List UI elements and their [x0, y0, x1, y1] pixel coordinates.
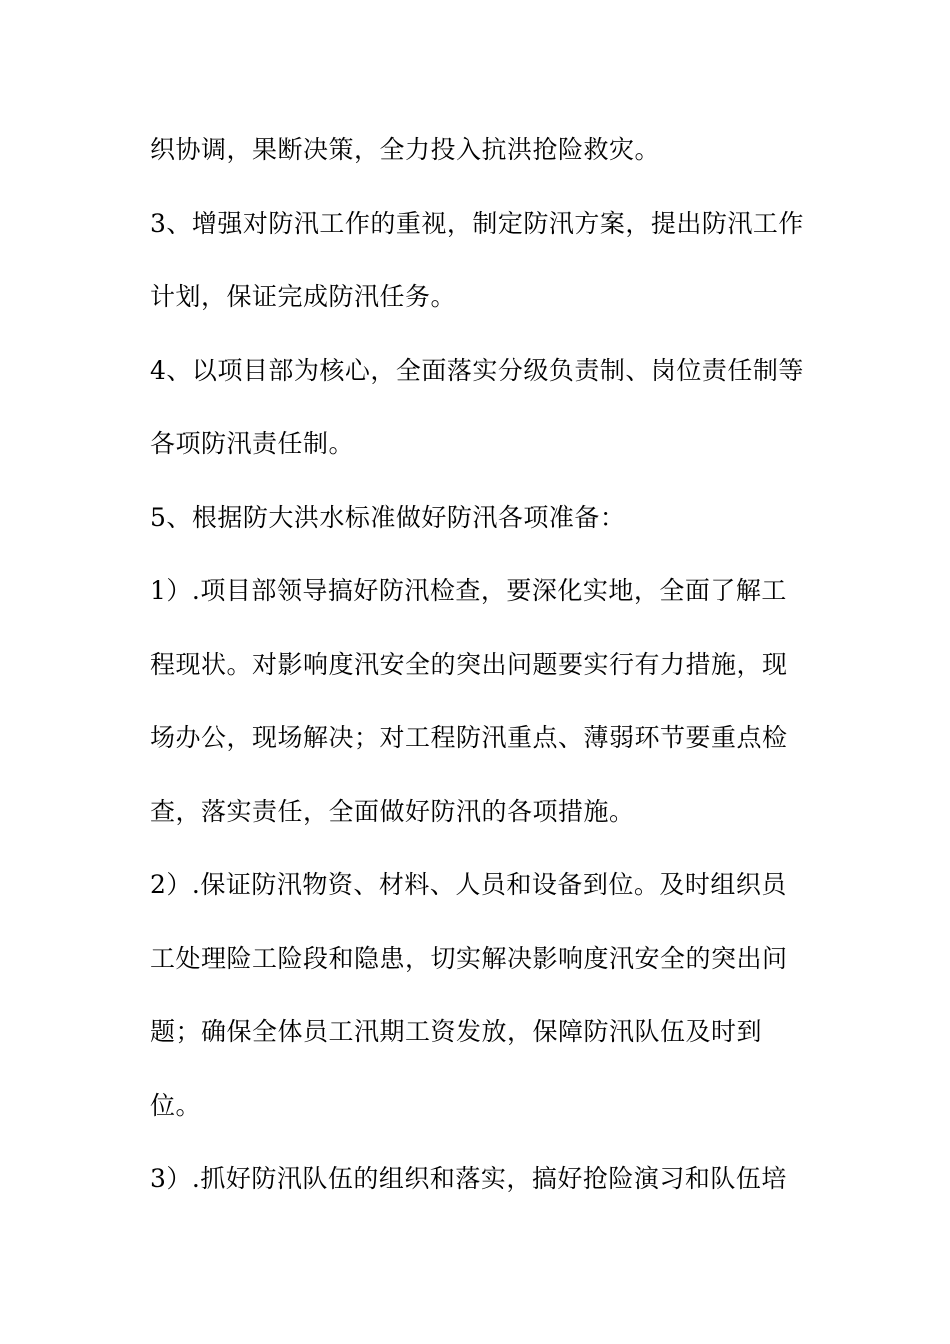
text-line: 5、根据防大洪水标准做好防汛各项准备：	[150, 502, 626, 532]
text-line: 3）.抓好防汛队伍的组织和落实，搞好抢险演习和队伍培	[150, 1164, 787, 1193]
text-line: 各项防汛责任制。	[150, 429, 355, 458]
text-line: 位。	[150, 1090, 202, 1120]
document-body	[150, 113, 810, 1216]
text-line: 程现状。对影响度汛安全的突出问题要实行有力措施，现	[150, 649, 788, 679]
text-line: 1）.项目部领导搞好防汛检查，要深化实地，全面了解工	[150, 576, 787, 605]
text-line: 3、增强对防汛工作的重视，制定防汛方案，提出防汛工作	[150, 208, 804, 238]
text-line: 场办公，现场解决；对工程防汛重点、薄弱环节要重点检	[150, 723, 788, 752]
text-line: 织协调，果断决策，全力投入抗洪抢险救灾。	[150, 135, 661, 164]
text-line: 查，落实责任，全面做好防汛的各项措施。	[150, 796, 635, 826]
text-line: 计划，保证完成防汛任务。	[150, 282, 457, 311]
text-line: 工处理险工险段和隐患，切实解决影响度汛安全的突出问	[150, 943, 788, 973]
text-line: 2）.保证防汛物资、材料、人员和设备到位。及时组织员	[150, 870, 787, 899]
text-line: 4、以项目部为核心，全面落实分级负责制、岗位责任制等	[150, 355, 804, 385]
text-line: 题；确保全体员工汛期工资发放，保障防汛队伍及时到	[150, 1017, 763, 1046]
